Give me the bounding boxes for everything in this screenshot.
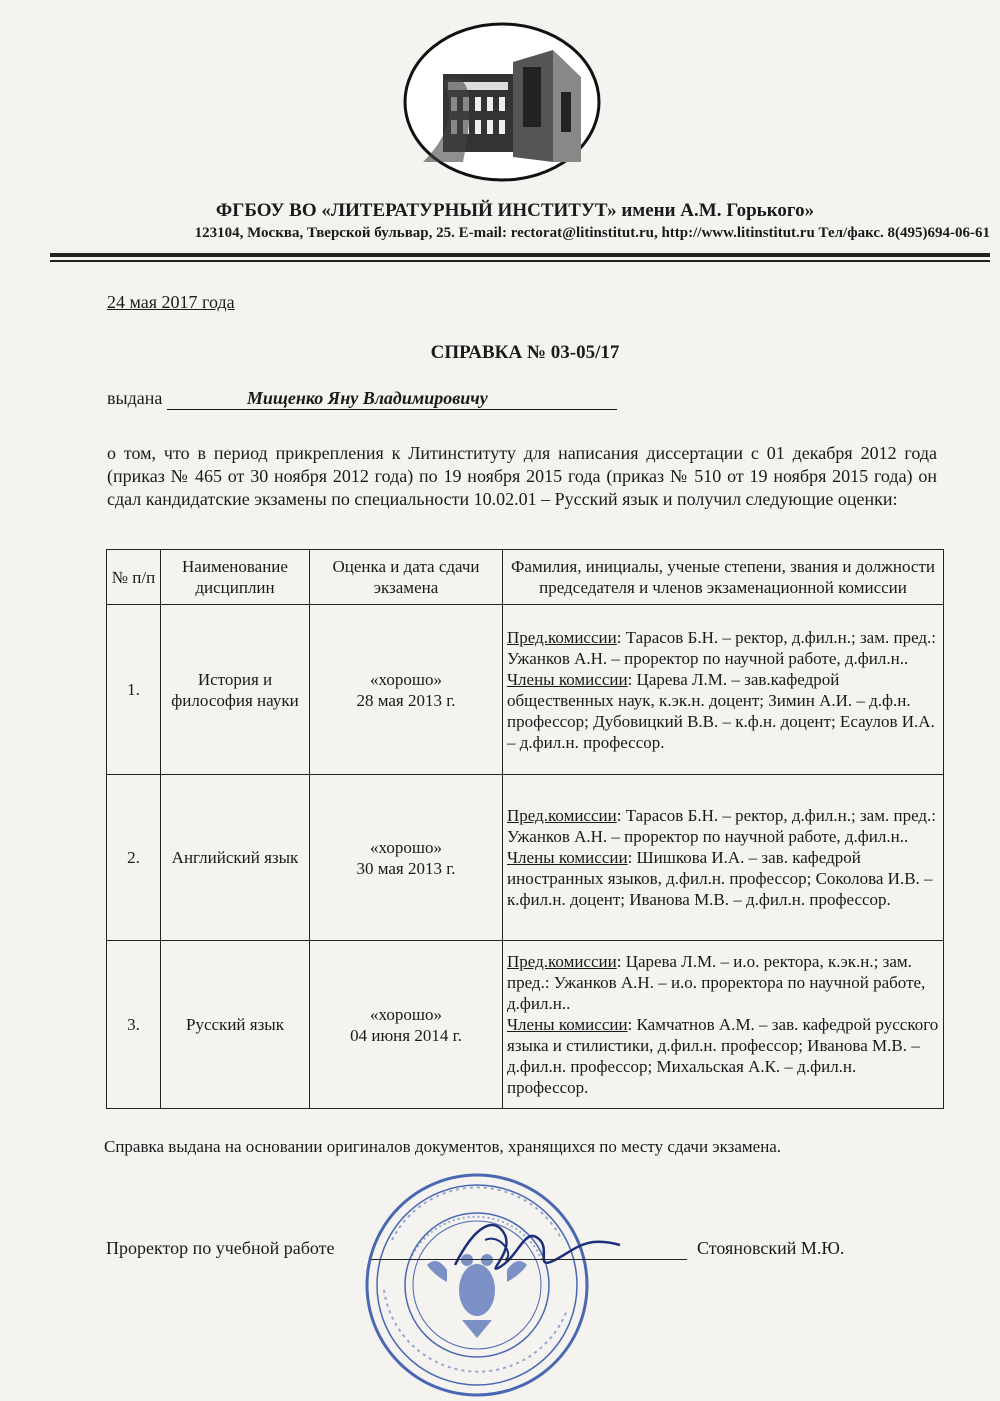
chair-label: Пред.комиссии [507,806,617,825]
header-divider [50,253,990,257]
members-text: : Камчатнов А.М. – зав. кафедрой русского языка и стилистики, д.фил.н. профессор; Иванова М.В. – д.фил.н. профессор; Михальская А.К. – д.фил.н. профессор. [507,1015,939,1097]
row-commission [503,941,944,1109]
exams-table [106,549,944,1109]
grade-value: «хорошо» [370,669,442,689]
row-number: 3. [107,941,161,1109]
members-label: Члены комиссии [507,1015,628,1034]
grade-value: «хорошо» [370,1004,442,1024]
row-number: 2. [107,775,161,941]
issued-line [107,388,617,410]
recipient-name: Мищенко Яну Владимировичу [167,388,617,410]
exam-date: 04 июня 2014 г. [350,1025,462,1045]
chair-label: Пред.комиссии [507,627,617,647]
row-number: 1. [107,605,161,775]
members-text: : Шишкова И.А. – зав. кафедрой иностранных языков, д.фил.н. профессор; Соколова И.В. – к.фил.н. доцент; Иванова М.В. – д.фил.н. профессор. [507,848,933,909]
chair-text: : Царева Л.М. – и.о. ректора, к.эк.н.; зам. пред.: Ужанков А.Н. – и.о. проректора по научной работе, д.фил.н.. [507,952,926,1013]
table-row [107,775,944,941]
row-commission [503,775,944,941]
header-grade: Оценка и дата сдачи экзамена [310,550,503,605]
header-number: № п/п [107,550,161,605]
header-commission: Фамилия, инициалы, ученые степени, звания и должности председателя и членов экзаменационной комиссии [503,550,944,605]
header-divider-thin [50,260,990,262]
header-discipline: Наименование дисциплин [161,550,310,605]
exam-date: 30 мая 2013 г. [356,858,456,878]
signer-name: Стояновский М.Ю. [697,1238,845,1258]
grade-value: «хорошо» [370,837,442,857]
organization-contacts: 123104, Москва, Тверской бульвар, 25. E-mail: rectorat@litinstitut.ru, http://www.litinstitut.ru Тел/факс. 8(495)694-06-61 [194,225,990,241]
row-commission [503,605,944,775]
members-label: Члены комиссии [507,669,628,689]
document-title: СПРАВКА № 03-05/17 [430,342,620,363]
document-date: 24 мая 2017 года [107,292,235,312]
table-header-row [107,550,944,605]
row-discipline: Английский язык [161,775,310,941]
row-grade [310,775,503,941]
footnote: Справка выдана на основании оригиналов документов, хранящихся по месту сдачи экзамена. [104,1137,782,1156]
chair-text: : Тарасов Б.Н. – ректор, д.фил.н.; зам. пред.: Ужанков А.Н. – проректор по научной работе, д.фил.н.. [507,627,937,668]
table-row [107,605,944,775]
row-discipline: История и философия науки [161,605,310,775]
body-paragraph: о том, что в период прикрепления к Литинституту для написания диссертации с 01 декабря 2012 года (приказ № 465 от 30 ноября 2012 года) по 19 ноября 2015 года (приказ № 510 от 19 ноября 2015 года) он сдал кандидатские экзамены по специальности 10.02.01 – Русский язык и получил следующие оценки: [107,443,937,509]
signature-icon [445,1205,625,1295]
members-label: Члены комиссии [507,848,628,867]
row-discipline: Русский язык [161,941,310,1109]
issued-label: выдана [107,388,163,408]
chair-label: Пред.комиссии [507,952,617,971]
signature-line [371,1259,687,1260]
chair-text: : Тарасов Б.Н. – ректор, д.фил.н.; зам. пред.: Ужанков А.Н. – проректор по научной работе, д.фил.н.. [507,806,937,846]
members-text: : Царева Л.М. – зав.кафедрой общественных наук, к.эк.н. доцент; Зимин А.И. – д.ф.н. профессор; Дубовицкий В.В. – к.ф.н. доцент; Есаулов И.А. – д.фил.н. профессор. [507,669,935,752]
organization-name: ФГБОУ ВО «ЛИТЕРАТУРНЫЙ ИНСТИТУТ» имени А.М. Горького» [215,200,815,221]
signer-position: Проректор по учебной работе [106,1238,335,1258]
row-grade [310,605,503,775]
row-grade [310,941,503,1109]
table-row [107,941,944,1109]
institute-logo [403,22,601,182]
exam-date: 28 мая 2013 г. [356,690,456,710]
